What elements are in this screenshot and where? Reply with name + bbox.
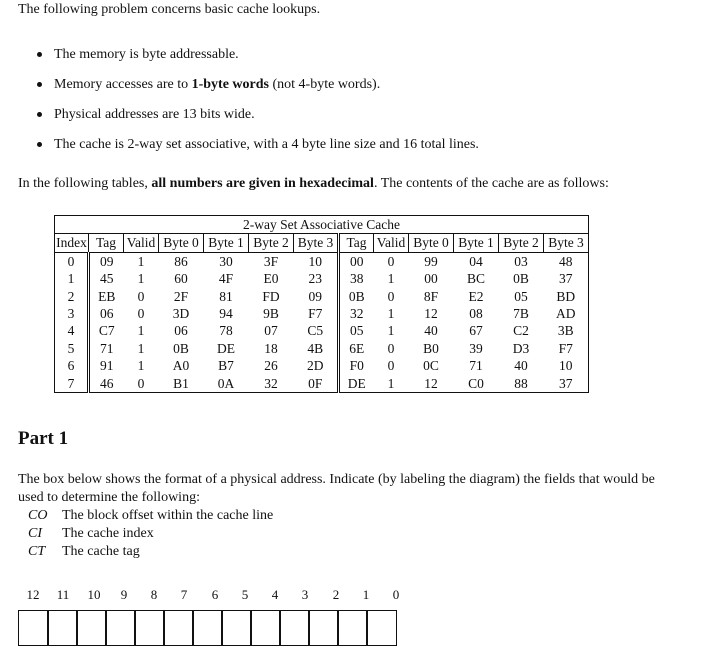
bit-label: 9 <box>120 587 128 602</box>
cache-cell: 94 <box>219 306 233 322</box>
cache-cell: 40 <box>514 358 528 374</box>
cache-cell: 0 <box>387 253 395 269</box>
cache-cell: 1 <box>387 323 395 339</box>
cache-cell: 0 <box>137 375 145 391</box>
cache-cell: 00 <box>339 252 374 270</box>
cache-set-row <box>55 305 589 322</box>
cache-cell: 03 <box>514 253 528 269</box>
cache-cell: 37 <box>559 375 573 391</box>
cache-cell: E0 <box>263 271 279 287</box>
cache-set-row <box>55 270 589 287</box>
cache-cell: DE <box>339 375 374 393</box>
cache-cell: 8F <box>423 288 439 304</box>
column-header: Byte 2 <box>499 234 544 252</box>
cache-cell: B1 <box>173 375 189 391</box>
intro-text: The following problem concerns basic cache lookups. <box>18 2 321 17</box>
column-header: Valid <box>374 234 409 252</box>
bullet-dot-icon <box>37 112 42 117</box>
column-header: Byte 0 <box>159 234 204 252</box>
cache-cell: 1 <box>137 323 145 339</box>
cache-cell: 0 <box>387 358 395 374</box>
cache-cell: 60 <box>174 271 188 287</box>
cache-cell: 40 <box>424 323 438 339</box>
cache-set-row <box>55 357 589 374</box>
column-header: Index <box>56 235 87 251</box>
cache-cell: 3D <box>172 306 190 322</box>
bit-label: 11 <box>56 587 70 602</box>
cache-cell: D3 <box>512 340 530 356</box>
cache-cell: F0 <box>339 357 374 374</box>
set-index-cell: 7 <box>55 375 89 393</box>
cache-cell: 39 <box>469 340 483 356</box>
cache-cell: 26 <box>264 358 278 374</box>
assumptions-list <box>35 46 479 166</box>
cache-cell: E2 <box>468 288 484 304</box>
cache-cell: 0A <box>217 375 235 391</box>
cache-set-row <box>55 340 589 357</box>
address-bit-box[interactable] <box>308 610 339 646</box>
set-index-cell: 4 <box>55 322 89 339</box>
physical-address-diagram <box>18 610 397 646</box>
cache-cell: 86 <box>174 253 188 269</box>
bullet-item: Memory accesses are to 1-byte words (not 4-byte words). <box>35 76 479 106</box>
cache-cell: 0B <box>173 340 189 356</box>
address-bit-box[interactable] <box>250 610 281 646</box>
cache-cell: 99 <box>424 253 438 269</box>
definition-item <box>28 525 273 543</box>
cache-cell: 04 <box>469 253 483 269</box>
cache-cell: 10 <box>308 253 322 269</box>
cache-cell: 48 <box>559 253 573 269</box>
cache-cell: 78 <box>219 323 233 339</box>
cache-cell: 1 <box>137 253 145 269</box>
cache-cell: 81 <box>219 288 233 304</box>
column-header: Byte 0 <box>409 234 454 252</box>
cache-cell: 4B <box>307 340 324 356</box>
column-header: Byte 1 <box>204 234 249 252</box>
column-header: Tag <box>89 234 124 252</box>
cache-cell: 0 <box>137 288 145 304</box>
cache-cell: AD <box>556 306 576 322</box>
cache-cell: 23 <box>308 271 322 287</box>
column-header: Byte 2 <box>249 234 294 252</box>
cache-cell: 00 <box>424 271 438 287</box>
address-bit-box[interactable] <box>76 610 107 646</box>
bullet-item: The cache is 2-way set associative, with a 4 byte line size and 16 total lines. <box>35 136 479 166</box>
cache-cell: 0 <box>387 340 395 356</box>
column-header: Byte 3 <box>544 234 589 252</box>
cache-table <box>54 215 589 393</box>
cache-cell: EB <box>98 288 116 304</box>
cache-cell: 05 <box>514 288 528 304</box>
address-bit-box[interactable] <box>279 610 310 646</box>
cache-table-body <box>55 252 589 392</box>
cache-cell: 12 <box>424 375 438 391</box>
cache-cell: 05 <box>339 322 374 339</box>
cache-cell: 32 <box>339 305 374 322</box>
cache-cell: C2 <box>513 323 529 339</box>
cache-cell: 2F <box>173 288 189 304</box>
cache-set-row <box>55 288 589 305</box>
cache-cell: 71 <box>100 340 114 356</box>
bullet-dot-icon <box>37 142 42 147</box>
cache-cell: F7 <box>558 340 573 356</box>
bit-label: 4 <box>271 587 279 602</box>
cache-cell: 1 <box>137 271 145 287</box>
cache-cell: 46 <box>100 375 114 391</box>
cache-cell: 06 <box>100 306 114 322</box>
cache-cell: 0B <box>513 271 529 287</box>
cache-cell: C7 <box>98 323 115 339</box>
column-header: Byte 1 <box>454 234 499 252</box>
cache-cell: 18 <box>264 340 278 356</box>
cache-cell: 1 <box>387 375 395 391</box>
bit-label: 7 <box>180 587 188 602</box>
definition-text: The cache index <box>62 526 154 541</box>
cache-cell: 1 <box>137 358 145 374</box>
cache-cell: 67 <box>469 323 483 339</box>
bullet-item: Physical addresses are 13 bits wide. <box>35 106 479 136</box>
bit-label: 1 <box>362 587 370 602</box>
cache-cell: 1 <box>387 306 395 322</box>
set-index-cell: 1 <box>55 270 89 287</box>
set-index-cell: 6 <box>55 357 89 374</box>
cache-cell: 32 <box>264 375 278 391</box>
cache-cell: 3F <box>263 253 279 269</box>
cache-cell: 0F <box>308 375 323 391</box>
cache-cell: 06 <box>174 323 188 339</box>
bit-label: 8 <box>150 587 158 602</box>
cache-cell: C0 <box>468 375 484 391</box>
address-bit-box[interactable] <box>18 610 49 646</box>
bit-label: 12 <box>26 587 40 602</box>
cache-cell: 71 <box>469 358 483 374</box>
address-bit-box[interactable] <box>47 610 78 646</box>
address-bit-box[interactable] <box>134 610 165 646</box>
cache-cell: 1 <box>137 340 145 356</box>
bit-label: 10 <box>87 587 101 602</box>
bit-label: 3 <box>301 587 309 602</box>
definition-item <box>28 543 273 561</box>
field-definitions <box>28 507 273 561</box>
definition-text: The block offset within the cache line <box>62 508 274 523</box>
cache-cell: 3B <box>557 323 574 339</box>
definition-abbr: CT <box>28 544 46 559</box>
cache-cell: FD <box>262 288 280 304</box>
definition-abbr: CO <box>28 508 48 523</box>
cache-cell: 45 <box>100 271 114 287</box>
bullet-item: The memory is byte addressable. <box>35 46 479 76</box>
cache-table-header-row <box>55 234 589 252</box>
set-index-cell: 3 <box>55 305 89 322</box>
bit-label: 5 <box>241 587 249 602</box>
cache-cell: 4F <box>218 271 234 287</box>
cache-cell: 88 <box>514 375 528 391</box>
cache-cell: B0 <box>423 340 439 356</box>
cache-cell: BC <box>466 271 485 287</box>
cache-cell: B7 <box>218 358 234 374</box>
cache-cell: F7 <box>308 306 323 322</box>
column-header: Tag <box>339 234 374 252</box>
cache-cell: 0 <box>137 306 145 322</box>
cache-cell: C5 <box>307 323 324 339</box>
definition-item <box>28 507 273 525</box>
bit-label: 6 <box>211 587 219 602</box>
cache-table-title: 2-way Set Associative Cache <box>55 216 589 234</box>
cache-set-row <box>55 375 589 393</box>
cache-cell: 12 <box>424 306 438 322</box>
bit-label: 0 <box>392 587 400 602</box>
cache-cell: 09 <box>308 288 322 304</box>
cache-set-row <box>55 322 589 339</box>
definition-text: The cache tag <box>62 544 140 559</box>
cache-cell: 10 <box>559 358 573 374</box>
table-intro-text: In the following tables, all numbers are given in hexadecimal. The contents of the cache are as follows: <box>18 176 609 191</box>
cache-cell: 30 <box>219 253 233 269</box>
set-index-cell: 5 <box>55 340 89 357</box>
cache-cell: 91 <box>100 358 114 374</box>
set-index-cell: 0 <box>55 252 89 270</box>
cache-cell: 9B <box>263 306 279 322</box>
bit-label: 2 <box>332 587 340 602</box>
address-bit-box[interactable] <box>163 610 194 646</box>
address-bit-box[interactable] <box>192 610 223 646</box>
cache-cell: BD <box>556 288 576 304</box>
bullet-dot-icon <box>37 82 42 87</box>
part-description: The box below shows the format of a physical address. Indicate (by labeling the diagram) the fields that would be used to determine the following: <box>18 472 655 505</box>
address-bit-box[interactable] <box>366 610 397 646</box>
cache-cell: 0C <box>423 358 439 374</box>
column-header: Byte 3 <box>294 234 339 252</box>
cache-cell: 38 <box>339 270 374 287</box>
cache-set-row <box>55 252 589 270</box>
part-title: Part 1 <box>18 428 69 449</box>
cache-cell: A0 <box>172 358 190 374</box>
cache-cell: DE <box>217 340 235 356</box>
definition-abbr: CI <box>28 526 42 541</box>
cache-cell: 6E <box>339 340 374 357</box>
cache-cell: 08 <box>469 306 483 322</box>
cache-cell: 0B <box>339 288 374 305</box>
cache-cell: 37 <box>559 271 573 287</box>
bit-position-labels <box>18 587 418 605</box>
cache-cell: 09 <box>100 253 114 269</box>
column-header: Valid <box>124 234 159 252</box>
cache-cell: 7B <box>513 306 529 322</box>
cache-cell: 0 <box>387 288 395 304</box>
cache-cell: 2D <box>307 358 324 374</box>
address-bit-box[interactable] <box>337 610 368 646</box>
bullet-dot-icon <box>37 52 42 57</box>
cache-cell: 1 <box>387 271 395 287</box>
cache-cell: 07 <box>264 323 278 339</box>
address-bit-box[interactable] <box>221 610 252 646</box>
address-bit-box[interactable] <box>105 610 136 646</box>
set-index-cell: 2 <box>55 288 89 305</box>
